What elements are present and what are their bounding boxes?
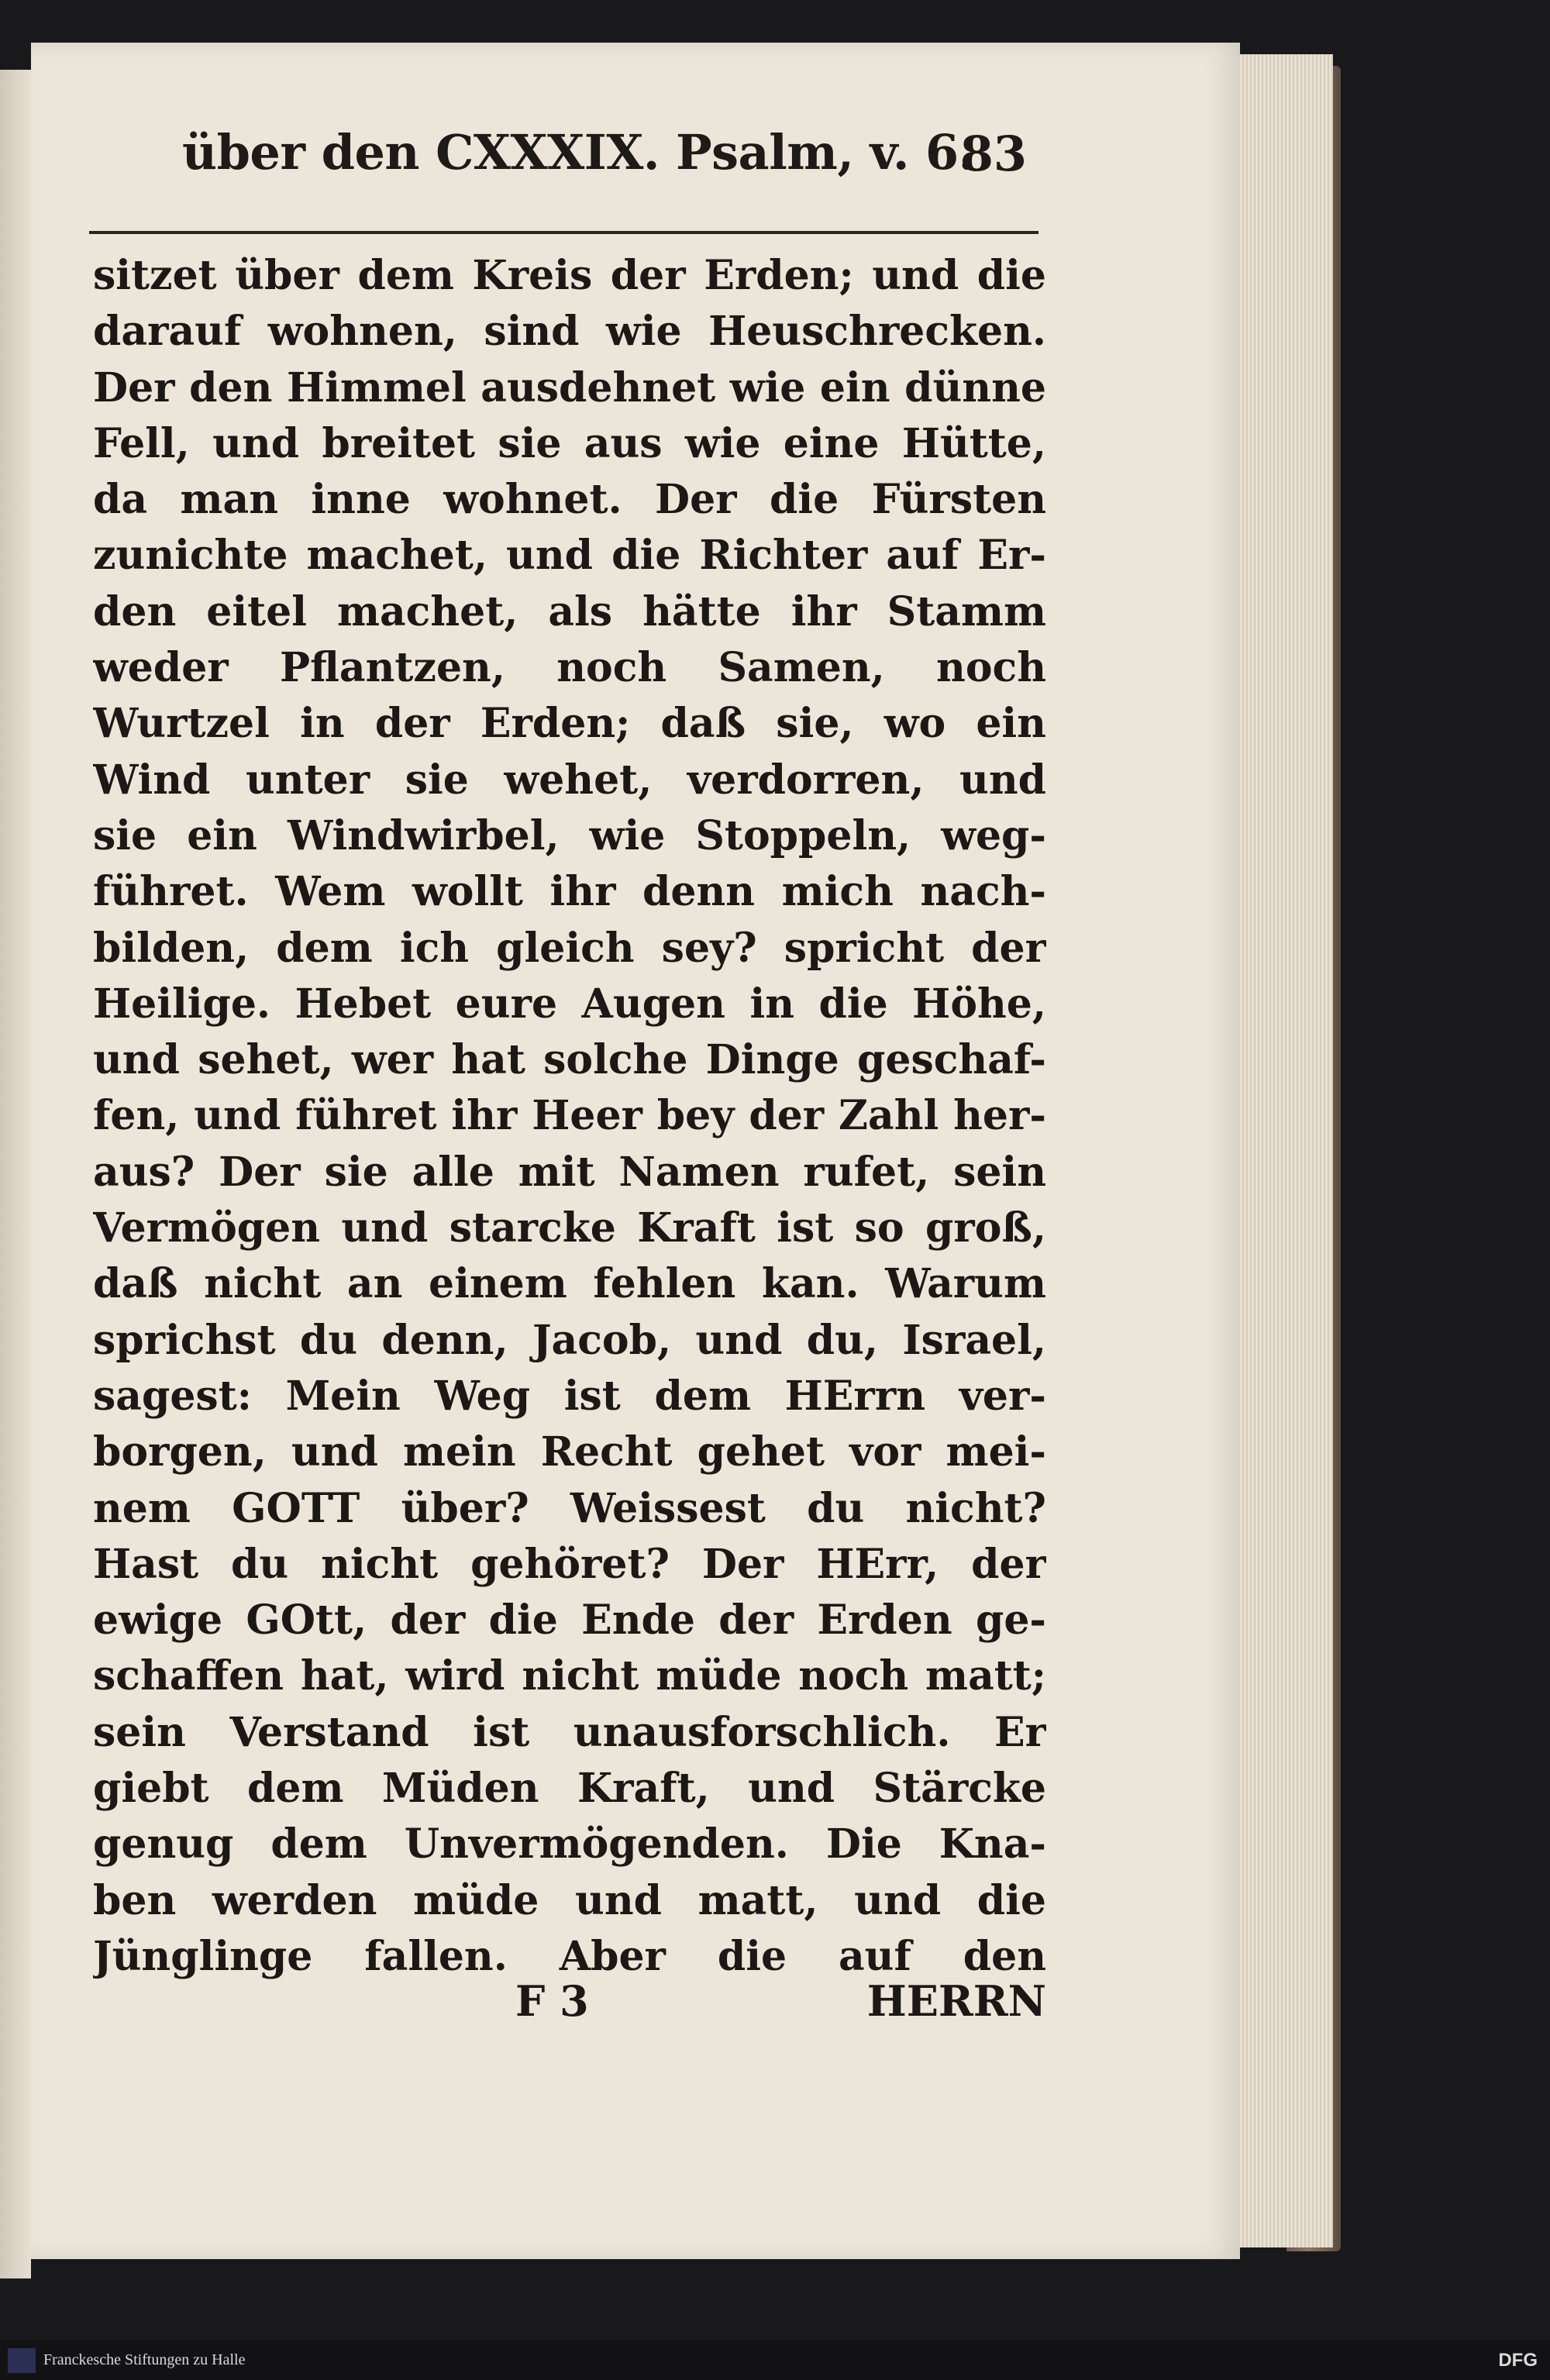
dfg-logo: DFG <box>1498 2350 1538 2371</box>
institution-name: Franckesche Stiftungen zu Halle <box>43 2351 246 2368</box>
text-line: sie ein Windwirbel, wie Stoppeln, weg- <box>93 811 1046 859</box>
previous-page-edge <box>0 70 31 2278</box>
text-line: nem GOTT über? Weissest du nicht? <box>93 1484 1046 1532</box>
text-line: da man inne wohnet. Der die Fürsten <box>93 476 1046 524</box>
text-line: bilden, dem ich gleich sey? spricht der <box>93 924 1046 972</box>
text-line: Vermögen und starcke Kraft ist so groß, <box>93 1204 1046 1252</box>
body-text <box>93 248 1046 1985</box>
text-line: Wind unter sie wehet, verdorren, und <box>93 756 1046 804</box>
text-line: den eitel machet, als hätte ihr Stamm <box>93 587 1046 635</box>
signature-mark: F 3 <box>515 1976 589 2026</box>
text-line: schaffen hat, wird nicht müde noch matt; <box>93 1652 1046 1700</box>
text-line: darauf wohnen, sind wie Heuschrecken. <box>93 308 1046 356</box>
viewer-footer <box>0 2340 1550 2380</box>
text-line: Hast du nicht gehöret? Der HErr, der <box>93 1540 1046 1588</box>
text-line: Wurtzel in der Erden; daß sie, wo ein <box>93 700 1046 748</box>
catchword: HERRN <box>866 1976 1046 2026</box>
text-line: weder Pflantzen, noch Samen, noch <box>93 644 1046 692</box>
text-line: borgen, und mein Recht gehet vor mei- <box>93 1428 1046 1476</box>
text-line: ewige GOtt, der die Ende der Erden ge- <box>93 1596 1046 1645</box>
text-line: zunichte machet, und die Richter auf Er- <box>93 532 1046 580</box>
text-line: Der den Himmel ausdehnet wie ein dünne <box>93 363 1046 412</box>
text-line: sitzet über dem Kreis der Erden; und die <box>93 252 1046 299</box>
text-line: giebt dem Müden Kraft, und Stärcke <box>93 1765 1046 1813</box>
header-rule <box>89 231 1038 234</box>
institution-logo-icon <box>8 2348 36 2373</box>
text-line: genug dem Unvermögenden. Die Kna- <box>93 1820 1046 1869</box>
running-head: über den CXXXIX. Psalm, v. 6. <box>182 124 975 181</box>
text-line: führet. Wem wollt ihr denn mich nach- <box>93 868 1046 916</box>
text-line: Fell, und breitet sie aus wie eine Hütte, <box>93 419 1046 467</box>
text-line: aus? Der sie alle mit Namen rufet, sein <box>93 1148 1046 1196</box>
page-footer-line <box>93 1976 1046 2038</box>
page-block-edge <box>1224 54 1333 2247</box>
text-line: sprichst du denn, Jacob, und du, Israel, <box>93 1316 1046 1364</box>
text-line: und sehet, wer hat solche Dinge geschaf- <box>93 1036 1046 1084</box>
text-line: fen, und führet ihr Heer bey der Zahl her- <box>93 1092 1046 1140</box>
text-line: Jünglinge fallen. Aber die auf den <box>93 1932 1046 1980</box>
page-header <box>151 116 1035 194</box>
text-line: daß nicht an einem fehlen kan. Warum <box>93 1260 1046 1308</box>
text-line: Heilige. Hebet eure Augen in die Höhe, <box>93 980 1046 1028</box>
text-line: sein Verstand ist unausforschlich. Er <box>93 1708 1046 1756</box>
text-line: ben werden müde und matt, und die <box>93 1876 1046 1924</box>
page-number: 83 <box>959 126 1027 182</box>
text-line: sagest: Mein Weg ist dem HErrn ver- <box>93 1372 1046 1420</box>
